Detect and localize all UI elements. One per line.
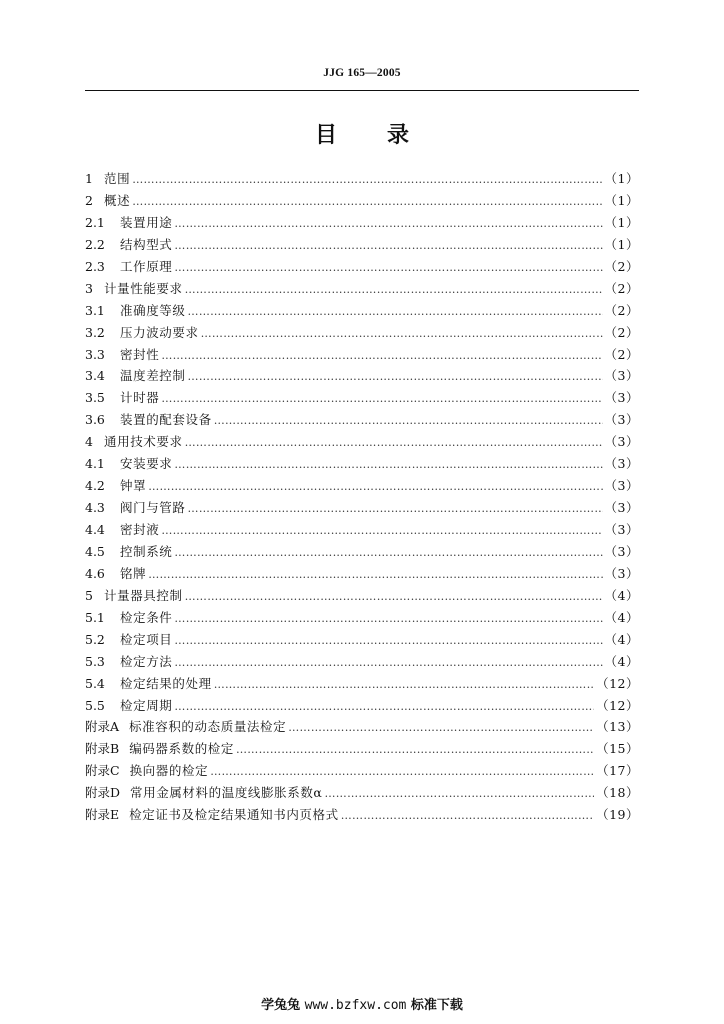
toc-dot-leader bbox=[132, 169, 602, 191]
toc-dot-leader bbox=[148, 564, 602, 586]
toc-entry-number: 5.5 bbox=[85, 697, 105, 713]
toc-dot-leader bbox=[341, 805, 594, 827]
toc-entry-page: （12） bbox=[596, 675, 639, 691]
document-code-header: JJG 165—2005 bbox=[323, 67, 401, 79]
toc-entry-page: （13） bbox=[596, 719, 639, 735]
toc-entry-page: （2） bbox=[604, 258, 639, 274]
toc-entry-label: 压力波动要求 bbox=[120, 324, 199, 340]
toc-entry[interactable] bbox=[85, 607, 639, 629]
toc-entry-number: 2 bbox=[85, 192, 93, 208]
toc-entry-number: 4.4 bbox=[85, 522, 105, 537]
toc-entry-page: （2） bbox=[604, 280, 639, 296]
table-of-contents bbox=[85, 168, 639, 826]
toc-entry-number: 5.4 bbox=[85, 675, 105, 691]
toc-entry-number: 4 bbox=[85, 434, 93, 450]
page-title: 目录 bbox=[314, 122, 459, 148]
toc-entry-page: （3） bbox=[604, 478, 639, 494]
toc-entry[interactable] bbox=[85, 673, 639, 695]
toc-entry-label: 计量器具控制 bbox=[104, 587, 183, 603]
toc-entry-label: 装置的配套设备 bbox=[120, 412, 212, 428]
toc-entry-page: （15） bbox=[596, 741, 639, 757]
toc-entry-label: 密封性 bbox=[120, 346, 160, 362]
toc-entry[interactable] bbox=[85, 585, 639, 607]
toc-entry-number: 5 bbox=[85, 587, 93, 603]
toc-entry-page: （3） bbox=[604, 522, 639, 537]
toc-entry-label: 换向器的检定 bbox=[129, 763, 209, 779]
toc-entry[interactable] bbox=[85, 431, 639, 453]
toc-entry-number: 4.5 bbox=[85, 543, 105, 559]
toc-entry-page: （1） bbox=[604, 236, 639, 252]
toc-entry-number: 4.6 bbox=[85, 565, 105, 581]
toc-entry[interactable] bbox=[85, 475, 639, 497]
toc-entry-page: （2） bbox=[604, 324, 639, 340]
toc-entry[interactable] bbox=[85, 695, 639, 717]
toc-entry-page: （1） bbox=[604, 192, 639, 208]
toc-entry-number: 4.2 bbox=[85, 478, 105, 494]
footer-suffix: 标准下载 bbox=[410, 998, 463, 1013]
toc-entry-label: 密封液 bbox=[120, 522, 160, 537]
toc-entry[interactable] bbox=[85, 629, 639, 651]
toc-dot-leader bbox=[161, 388, 602, 410]
toc-entry-number: 3.2 bbox=[85, 324, 105, 340]
toc-entry-page: （3） bbox=[604, 543, 639, 559]
toc-entry-page: （19） bbox=[596, 807, 639, 823]
toc-entry-number: 附录C bbox=[85, 763, 120, 779]
toc-entry-number: 2.1 bbox=[85, 214, 105, 230]
toc-entry-label: 通用技术要求 bbox=[104, 434, 183, 450]
toc-entry-page: （3） bbox=[604, 412, 639, 428]
toc-entry[interactable] bbox=[85, 760, 639, 782]
toc-entry-page: （4） bbox=[604, 631, 639, 647]
toc-entry-label: 检定结果的处理 bbox=[120, 675, 212, 691]
toc-dot-leader bbox=[174, 608, 602, 630]
toc-entry-number: 附录E bbox=[85, 807, 120, 823]
toc-entry[interactable] bbox=[85, 563, 639, 585]
toc-entry-label: 概述 bbox=[104, 192, 131, 208]
toc-dot-leader bbox=[188, 366, 603, 388]
toc-dot-leader bbox=[188, 301, 603, 323]
toc-dot-leader bbox=[210, 761, 594, 783]
toc-entry-number: 4.1 bbox=[85, 456, 105, 472]
toc-dot-leader bbox=[174, 696, 594, 718]
toc-dot-leader bbox=[174, 542, 602, 564]
toc-entry-label: 铭牌 bbox=[120, 565, 147, 581]
toc-entry[interactable] bbox=[85, 716, 639, 738]
header-divider bbox=[85, 90, 639, 91]
toc-dot-leader bbox=[324, 783, 594, 805]
toc-dot-leader bbox=[174, 630, 602, 652]
toc-dot-leader bbox=[174, 652, 602, 674]
toc-dot-leader bbox=[161, 345, 602, 367]
toc-entry[interactable] bbox=[85, 190, 639, 212]
footer-watermark bbox=[0, 994, 724, 1013]
toc-entry-page: （1） bbox=[604, 214, 639, 230]
toc-entry[interactable] bbox=[85, 387, 639, 409]
toc-entry-page: （2） bbox=[604, 302, 639, 318]
toc-entry[interactable] bbox=[85, 738, 639, 760]
toc-entry[interactable] bbox=[85, 804, 639, 826]
toc-entry-number: 3.4 bbox=[85, 368, 105, 384]
toc-entry-number: 3.5 bbox=[85, 390, 105, 406]
footer-site-name: 学兔兔 bbox=[261, 998, 301, 1013]
toc-entry-label: 检定方法 bbox=[120, 653, 173, 669]
toc-entry-page: （2） bbox=[604, 346, 639, 362]
toc-entry[interactable] bbox=[85, 782, 639, 804]
toc-entry-label: 安装要求 bbox=[120, 456, 173, 472]
toc-entry-page: （3） bbox=[604, 390, 639, 406]
toc-entry-page: （18） bbox=[596, 785, 639, 801]
toc-entry-label: 装置用途 bbox=[120, 214, 173, 230]
toc-entry-page: （3） bbox=[604, 368, 639, 384]
toc-entry-number: 3 bbox=[85, 280, 93, 296]
toc-entry-label: 准确度等级 bbox=[120, 302, 186, 318]
toc-entry-page: （4） bbox=[604, 587, 639, 603]
toc-dot-leader bbox=[236, 739, 594, 761]
toc-entry[interactable] bbox=[85, 497, 639, 519]
toc-entry-number: 附录D bbox=[85, 785, 121, 801]
toc-entry-label: 常用金属材料的温度线膨胀系数α bbox=[130, 785, 323, 801]
toc-entry-number: 1 bbox=[85, 171, 93, 186]
toc-dot-leader bbox=[288, 717, 594, 739]
toc-dot-leader bbox=[174, 257, 602, 279]
toc-entry-label: 控制系统 bbox=[120, 543, 173, 559]
toc-entry-page: （3） bbox=[604, 565, 639, 581]
toc-entry-number: 3.3 bbox=[85, 346, 105, 362]
toc-entry[interactable] bbox=[85, 541, 639, 563]
toc-dot-leader bbox=[148, 476, 602, 498]
toc-entry-page: （4） bbox=[604, 609, 639, 625]
toc-entry-label: 检定项目 bbox=[120, 631, 173, 647]
toc-entry-label: 计量性能要求 bbox=[104, 280, 183, 296]
toc-entry-label: 温度差控制 bbox=[120, 368, 186, 384]
toc-entry-label: 范围 bbox=[104, 171, 131, 186]
toc-dot-leader bbox=[174, 235, 602, 257]
toc-dot-leader bbox=[214, 410, 603, 432]
toc-entry-number: 附录B bbox=[85, 741, 120, 757]
toc-entry-page: （3） bbox=[604, 434, 639, 450]
toc-entry-number: 2.3 bbox=[85, 258, 105, 274]
toc-dot-leader bbox=[174, 454, 602, 476]
toc-entry-number: 3.6 bbox=[85, 412, 105, 428]
toc-entry-label: 编码器系数的检定 bbox=[129, 741, 234, 757]
toc-entry-number: 5.3 bbox=[85, 653, 105, 669]
toc-dot-leader bbox=[132, 191, 602, 213]
toc-entry-label: 计时器 bbox=[120, 390, 160, 406]
toc-dot-leader bbox=[185, 279, 603, 301]
toc-entry[interactable] bbox=[85, 278, 639, 300]
toc-entry[interactable] bbox=[85, 453, 639, 475]
toc-entry-label: 检定周期 bbox=[120, 697, 173, 713]
toc-entry[interactable] bbox=[85, 300, 639, 322]
toc-entry-label: 结构型式 bbox=[120, 236, 173, 252]
toc-dot-leader bbox=[174, 213, 602, 235]
toc-entry[interactable] bbox=[85, 322, 639, 344]
toc-entry-page: （12） bbox=[596, 697, 639, 713]
toc-entry[interactable] bbox=[85, 365, 639, 387]
toc-entry-number: 附录A bbox=[85, 719, 120, 735]
toc-entry-page: （17） bbox=[596, 763, 639, 779]
footer-url-link[interactable]: www.bzfxw.com bbox=[304, 998, 407, 1013]
toc-entry[interactable] bbox=[85, 519, 639, 541]
toc-entry-label: 工作原理 bbox=[120, 258, 173, 274]
toc-entry-number: 3.1 bbox=[85, 302, 105, 318]
toc-entry[interactable] bbox=[85, 344, 639, 366]
toc-entry-label: 检定证书及检定结果通知书内页格式 bbox=[129, 807, 339, 823]
toc-dot-leader bbox=[214, 674, 594, 696]
toc-entry-label: 标准容积的动态质量法检定 bbox=[129, 719, 287, 735]
toc-entry-number: 4.3 bbox=[85, 500, 105, 516]
toc-dot-leader bbox=[185, 432, 603, 454]
toc-entry-page: （1） bbox=[604, 171, 639, 186]
toc-entry-label: 检定条件 bbox=[120, 609, 173, 625]
toc-entry-number: 5.1 bbox=[85, 609, 105, 625]
toc-entry-label: 阀门与管路 bbox=[120, 500, 186, 516]
toc-entry-page: （3） bbox=[604, 500, 639, 516]
toc-entry-number: 5.2 bbox=[85, 631, 105, 647]
toc-entry[interactable] bbox=[85, 168, 639, 190]
toc-entry[interactable] bbox=[85, 256, 639, 278]
toc-entry-label: 钟罩 bbox=[120, 478, 147, 494]
toc-dot-leader bbox=[161, 520, 602, 542]
toc-entry-page: （3） bbox=[604, 456, 639, 472]
toc-entry-page: （4） bbox=[604, 653, 639, 669]
toc-dot-leader bbox=[185, 586, 603, 608]
toc-entry[interactable] bbox=[85, 409, 639, 431]
toc-dot-leader bbox=[188, 498, 603, 520]
toc-entry[interactable] bbox=[85, 212, 639, 234]
toc-dot-leader bbox=[201, 323, 603, 345]
toc-entry-number: 2.2 bbox=[85, 236, 105, 252]
toc-entry[interactable] bbox=[85, 234, 639, 256]
toc-entry[interactable] bbox=[85, 651, 639, 673]
